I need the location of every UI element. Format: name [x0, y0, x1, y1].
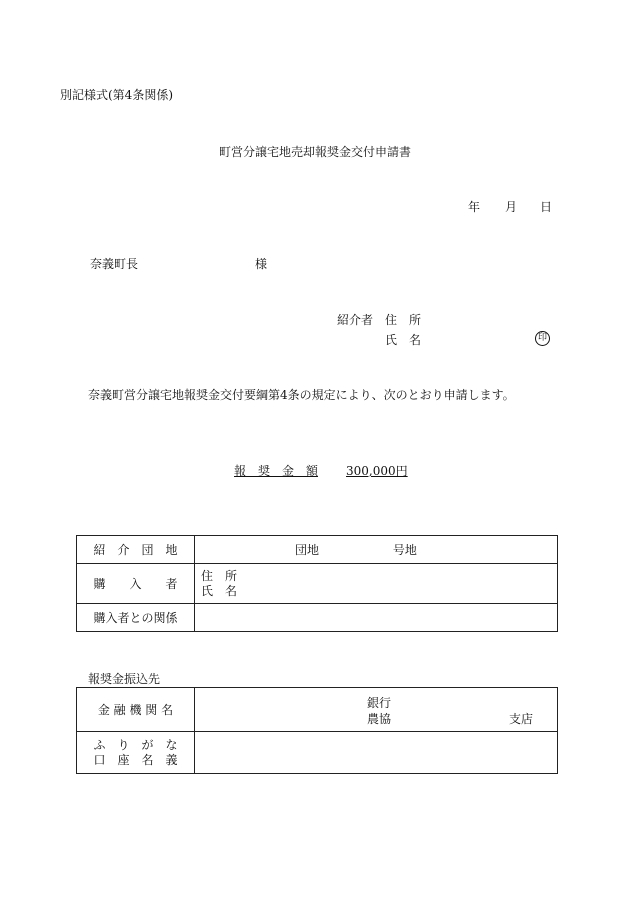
- form-reference: 別記様式(第4条関係): [60, 88, 173, 102]
- table-row: [77, 688, 558, 732]
- bank-transfer-table: [76, 687, 558, 774]
- introduction-table: [76, 535, 558, 632]
- account-holder-label-cell: [77, 732, 195, 774]
- reward-label: 報 奨 金 額: [234, 464, 319, 478]
- table-row: [77, 536, 558, 564]
- relationship-label: 購入者との関係: [77, 604, 195, 632]
- applicant-address-label: 住 所: [385, 313, 422, 327]
- applicant-name-label: 氏 名: [385, 333, 422, 347]
- date-month-label: 月: [505, 200, 518, 214]
- bank-label: 銀行: [367, 696, 392, 710]
- introduced-danchi-field[interactable]: [195, 536, 558, 564]
- introduced-danchi-label: 紹 介 団 地: [77, 536, 195, 564]
- seal-mark: 印: [535, 331, 550, 346]
- date-year-label: 年: [468, 200, 481, 214]
- gochi-label: 号地: [392, 543, 417, 557]
- reward-amount-line: [234, 462, 408, 479]
- financial-institution-label: 金 融 機 関 名: [77, 688, 195, 732]
- reward-amount: 300,000円: [346, 464, 408, 478]
- application-statement: 奈義町営分譲宅地報奨金交付要綱第4条の規定により、次のとおり申請します。: [88, 388, 515, 402]
- furigana-label: ふ り が な: [93, 737, 178, 752]
- nokyo-label: 農協: [367, 712, 392, 726]
- document-title: 町営分譲宅地売却報奨金交付申請書: [218, 145, 411, 159]
- account-holder-field[interactable]: [195, 732, 558, 774]
- relationship-field[interactable]: [195, 604, 558, 632]
- purchaser-name-label: 氏 名: [201, 583, 238, 598]
- branch-label: 支店: [509, 712, 534, 726]
- account-holder-label: 口 座 名 義: [93, 752, 178, 767]
- purchaser-field[interactable]: [195, 564, 558, 604]
- date-day-label: 日: [540, 200, 553, 214]
- applicant-role-label: 紹介者: [337, 313, 374, 327]
- table-row: [77, 604, 558, 632]
- danchi-label: 団地: [295, 543, 320, 557]
- table-row: [77, 732, 558, 774]
- purchaser-address-label: 住 所: [201, 568, 238, 583]
- financial-institution-field[interactable]: [195, 688, 558, 732]
- addressee-honorific: 様: [255, 257, 268, 271]
- addressee-name: 奈義町長: [90, 257, 139, 271]
- purchaser-label: 購 入 者: [77, 564, 195, 604]
- transfer-destination-caption: 報奨金振込先: [88, 672, 161, 686]
- table-row: [77, 564, 558, 604]
